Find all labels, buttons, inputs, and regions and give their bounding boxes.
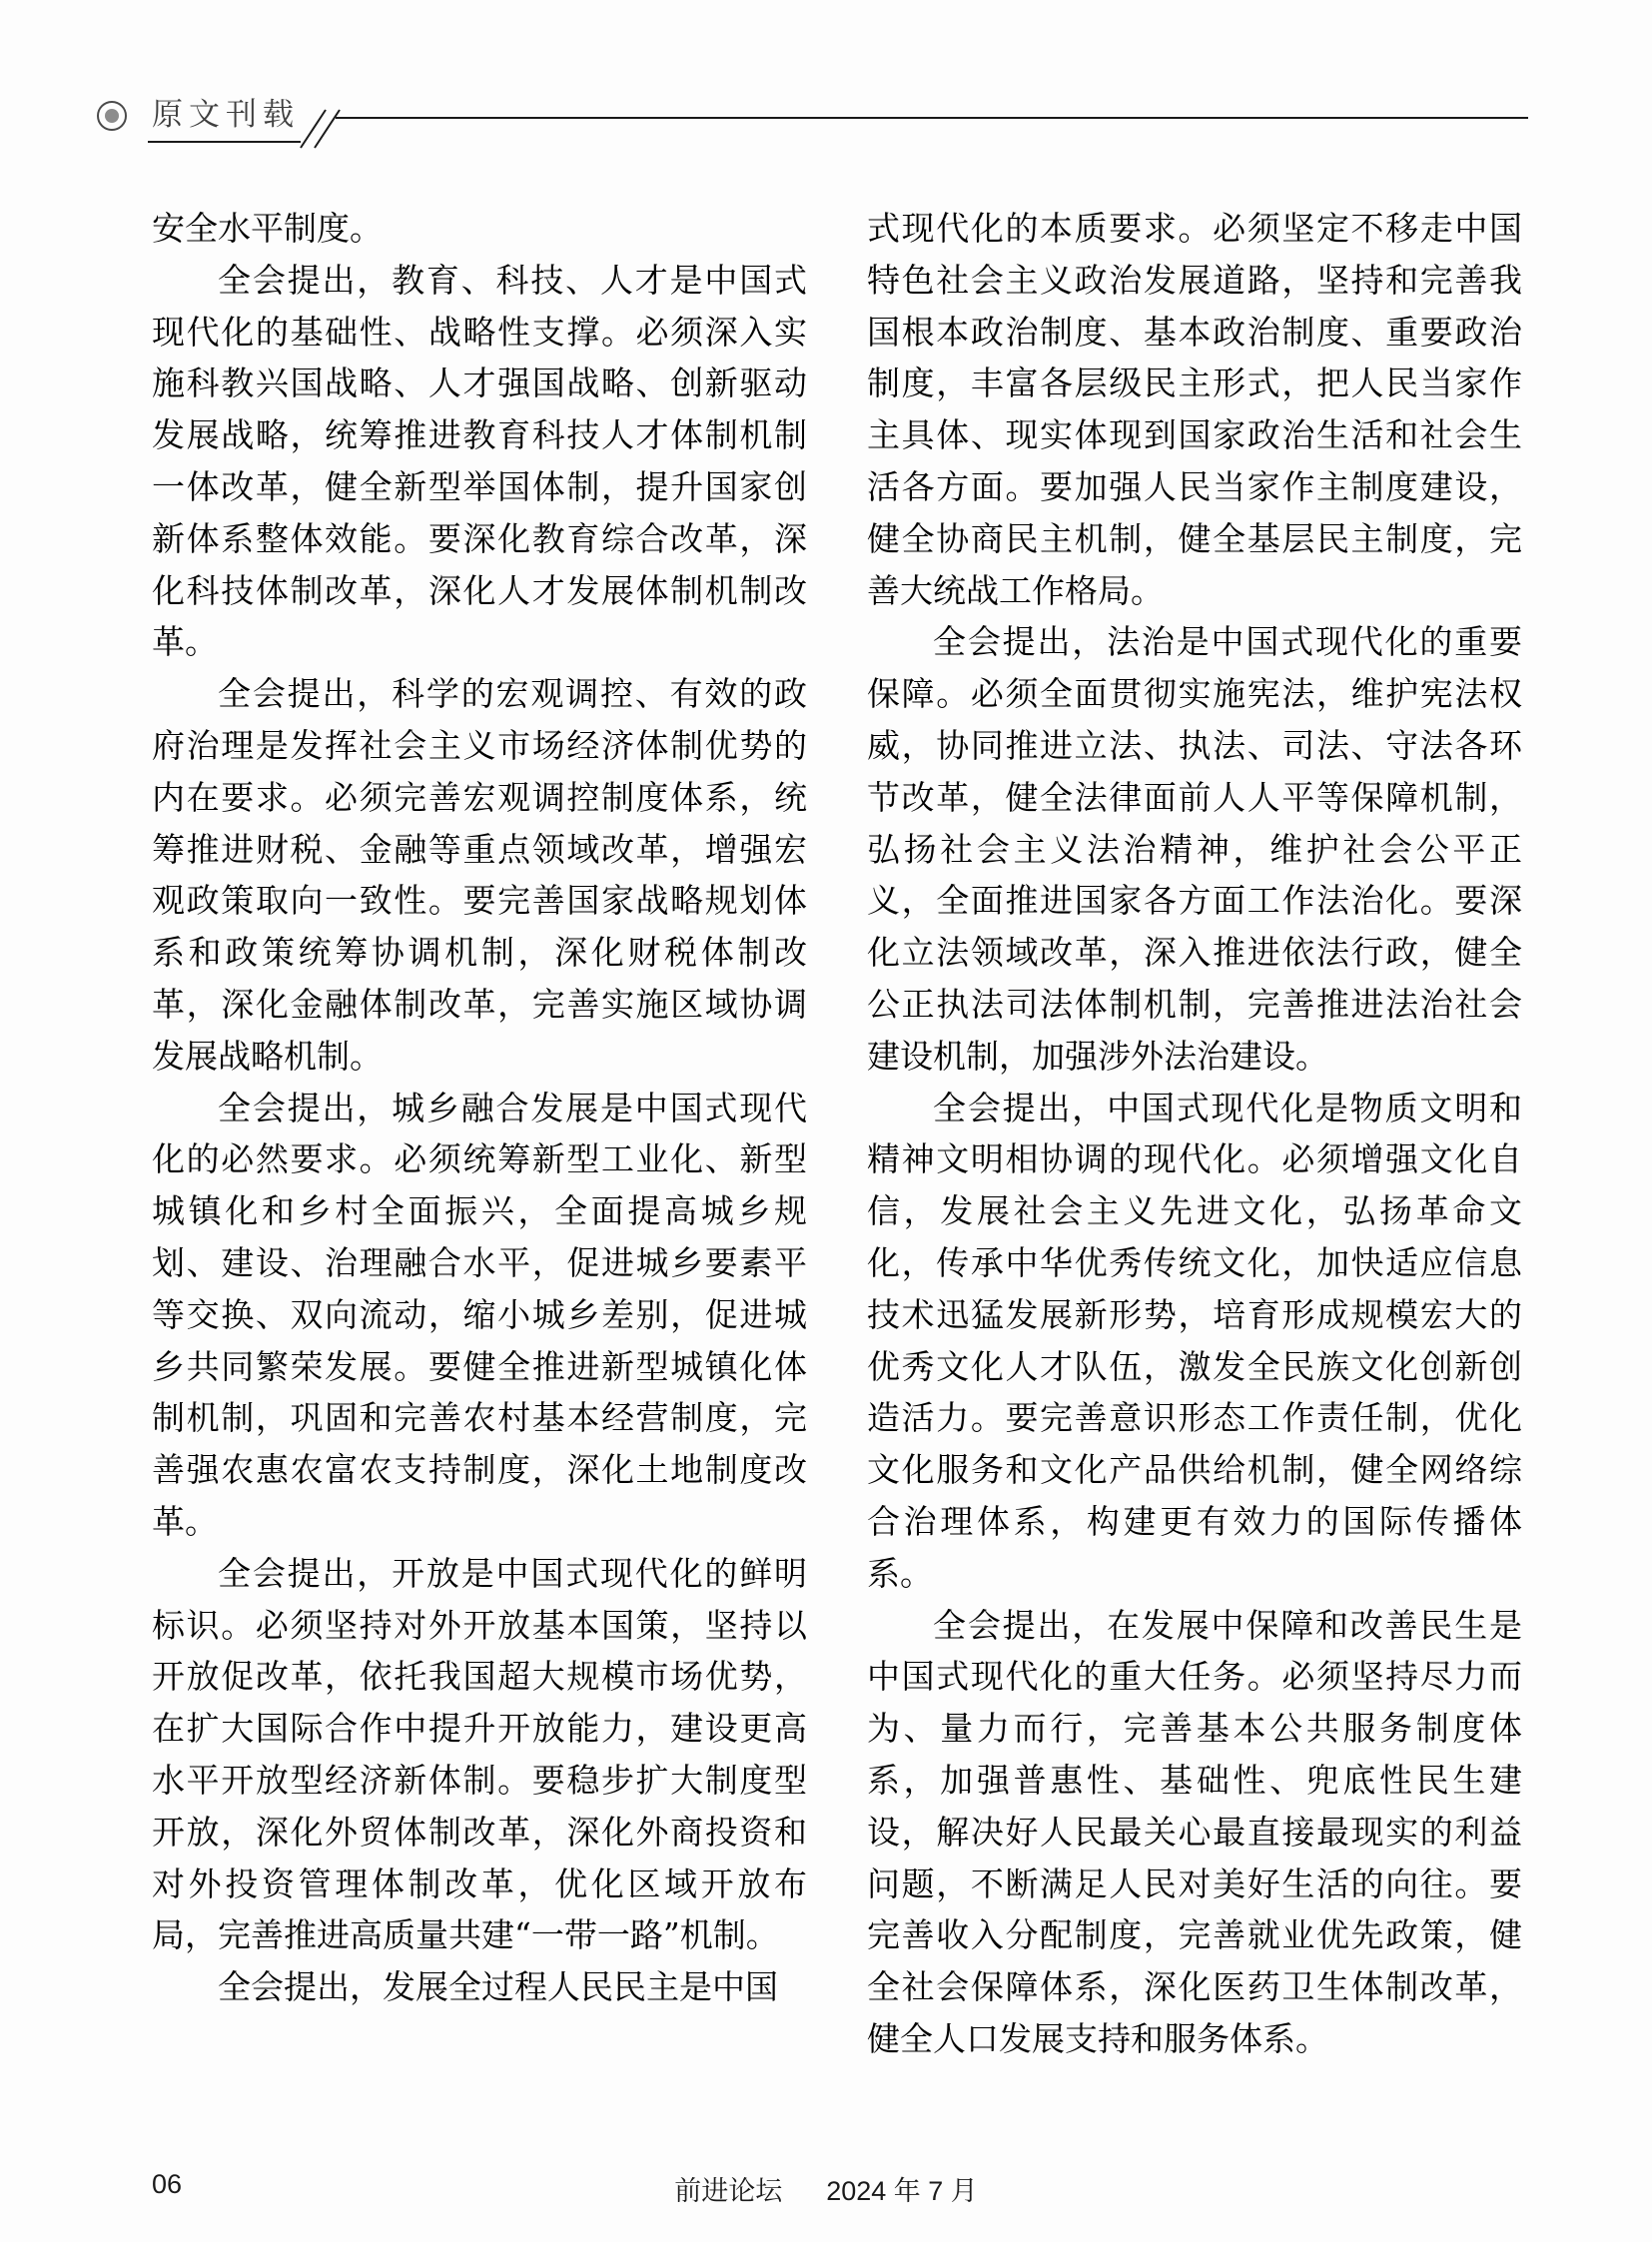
paragraph: 全会提出，开放是中国式现代化的鲜明标识。必须坚持对外开放基本国策，坚持以开放促改革，依托我国超大规模市场优势，在扩大国际合作中提升开放能力，建设更高水平开放型经济新体制。要稳步扩大制度型开放，深化外贸体制改革，深化外商投资和对外投资管理体制改革，优化区域开放布局，完善推进高质量共建“一带一路”机制。 xyxy=(152,1553,807,1955)
paragraph: 全会提出，教育、科技、人才是中国式现代化的基础性、战略性支撑。必须深入实施科教兴国战略、人才强国战略、创新驱动发展战略，统筹推进教育科技人才体制机制一体改革，健全新型举国体制，提升国家创新体系整体效能。要深化教育综合改革，深化科技体制改革，深化人才发展体制机制改革。 xyxy=(152,260,807,662)
left-column xyxy=(152,203,807,2013)
paragraph: 全会提出，中国式现代化是物质文明和精神文明相协调的现代化。必须增强文化自信，发展社会主义先进文化，弘扬革命文化，传承中华优秀传统文化，加快适应信息技术迅猛发展新形势，培育形成规模宏大的优秀文化人才队伍，激发全民族文化创新创造活力。要完善意识形态工作责任制，优化文化服务和文化产品供给机制，健全网络综合治理体系，构建更有效力的国际传播体系。 xyxy=(867,1088,1522,1593)
paragraph: 全会提出，法治是中国式现代化的重要保障。必须全面贯彻实施宪法，维护宪法权威，协同推进立法、执法、司法、守法各环节改革，健全法律面前人人平等保障机制，弘扬社会主义法治精神，维护社会公平正义，全面推进国家各方面工作法治化。要深化立法领域改革，深入推进依法行政，健全公正执法司法体制机制，完善推进法治社会建设机制，加强涉外法治建设。 xyxy=(867,622,1522,1076)
right-column xyxy=(867,203,1522,2065)
paragraph-continuation: 式现代化的本质要求。必须坚定不移走中国特色社会主义政治发展道路，坚持和完善我国根本政治制度、基本政治制度、重要政治制度，丰富各层级民主形式，把人民当家作主具体、现实体现到国家政治生活和社会生活各方面。要加强人民当家作主制度建设，健全协商民主机制，健全基层民主制度，完善大统战工作格局。 xyxy=(867,209,1522,610)
header-divider-line xyxy=(0,0,1652,170)
bullseye-icon xyxy=(97,101,127,131)
page-number: 06 xyxy=(152,2169,183,2199)
paragraph: 全会提出，城乡融合发展是中国式现代化的必然要求。必须统筹新型工业化、新型城镇化和乡村全面振兴，全面提高城乡规划、建设、治理融合水平，促进城乡要素平等交换、双向流动，缩小城乡差别，促进城乡共同繁荣发展。要健全推进新型城镇化体制机制，巩固和完善农村基本经营制度，完善强农惠农富农支持制度，深化土地制度改革。 xyxy=(152,1088,807,1541)
paragraph: 全会提出，科学的宏观调控、有效的政府治理是发挥社会主义市场经济体制优势的内在要求。必须完善宏观调控制度体系，统筹推进财税、金融等重点领域改革，增强宏观政策取向一致性。要完善国家战略规划体系和政策统筹协调机制，深化财税体制改革，深化金融体制改革，完善实施区域协调发展战略机制。 xyxy=(152,674,807,1076)
paragraph-continuation: 安全水平制度。 xyxy=(152,209,383,248)
paragraph: 全会提出，在发展中保障和改善民生是中国式现代化的重大任务。必须坚持尽力而为、量力而行，完善基本公共服务制度体系，加强普惠性、基础性、兜底性民生建设，解决好人民最关心最直接最现实的利益问题，不断满足人民对美好生活的向往。要完善收入分配制度，完善就业优先政策，健全社会保障体系，深化医药卫生体制改革，健全人口发展支持和服务体系。 xyxy=(867,1605,1522,2058)
page-footer xyxy=(0,2169,1652,2208)
issue-date: 2024 年 7 月 xyxy=(826,2176,978,2206)
journal-name: 前进论坛 xyxy=(674,2176,783,2206)
paragraph: 全会提出，发展全过程人民民主是中国 xyxy=(218,1967,778,2007)
section-title: 原文刊载 xyxy=(152,97,300,132)
